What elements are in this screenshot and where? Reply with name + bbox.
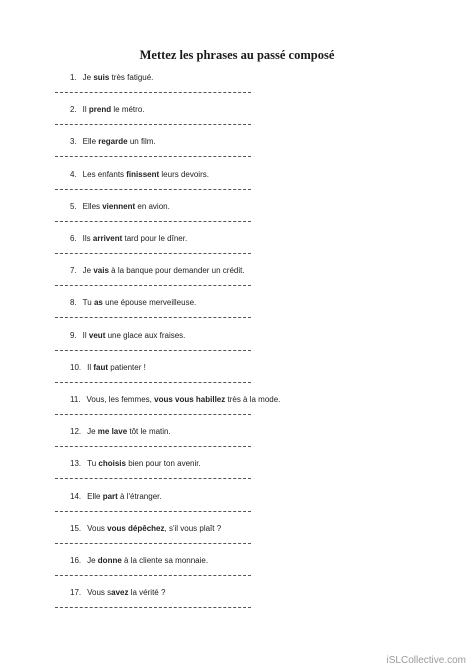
sentence-end: leurs devoirs. [159, 169, 209, 179]
exercise-number: 11. [70, 395, 81, 404]
exercise-sentence [70, 170, 209, 180]
exercise-sentence [70, 298, 196, 308]
sentence-start: Elles [82, 201, 103, 211]
exercise-item [0, 331, 474, 361]
sentence-start: Il [87, 362, 94, 372]
exercise-sentence [70, 363, 146, 373]
sentence-start: Ils [82, 234, 93, 243]
exercise-item [0, 105, 474, 135]
sentence-start: Tu [82, 298, 94, 308]
sentence-start: Je [82, 73, 94, 82]
sentence-start: Vous [87, 523, 108, 533]
exercise-sentence [70, 524, 221, 534]
verb-to-conjugate: part [102, 491, 118, 501]
verb-to-conjugate: donne [97, 556, 122, 565]
verb-to-conjugate: finissent [126, 169, 160, 179]
exercise-item [0, 588, 474, 618]
sentence-end: , s'il vous plaît ? [164, 523, 222, 533]
exercise-item [0, 459, 474, 489]
answer-line[interactable] [55, 189, 251, 190]
watermark: iSLCollective.com [386, 655, 466, 666]
exercise-item [0, 556, 474, 586]
answer-line[interactable] [55, 253, 251, 254]
answer-line[interactable] [55, 414, 251, 415]
exercise-number: 7. [70, 266, 77, 276]
verb-to-conjugate: me lave [97, 427, 128, 437]
answer-line[interactable] [55, 92, 251, 93]
exercise-number: 13. [70, 459, 82, 469]
sentence-end: un film. [127, 137, 156, 147]
exercise-sentence [70, 588, 165, 598]
exercise-sentence [70, 73, 153, 83]
answer-line[interactable] [55, 607, 251, 608]
exercise-sentence [70, 137, 156, 147]
sentence-start: Je [87, 556, 98, 565]
sentence-end: une glace aux fraises. [105, 330, 186, 340]
answer-line[interactable] [55, 156, 251, 157]
exercise-sentence [70, 492, 162, 502]
exercise-number: 17. [70, 588, 82, 598]
answer-line[interactable] [55, 575, 251, 576]
exercise-sentence [70, 556, 208, 566]
exercise-number: 8. [70, 298, 77, 308]
verb-to-conjugate: suis [93, 73, 110, 82]
exercise-number: 5. [70, 201, 77, 211]
exercise-sentence [70, 234, 187, 244]
exercise-sentence [70, 427, 171, 437]
exercise-number: 16. [70, 556, 82, 565]
exercise-number: 9. [70, 330, 77, 340]
exercise-item [0, 73, 474, 103]
sentence-start: Elle [82, 137, 99, 147]
exercise-number: 4. [70, 169, 77, 179]
exercise-number: 2. [70, 105, 77, 115]
exercise-sentence [70, 395, 280, 405]
answer-line[interactable] [55, 317, 251, 318]
exercise-item [0, 492, 474, 522]
verb-to-conjugate: choisis [98, 459, 126, 469]
sentence-end: à la cliente sa monnaie. [121, 556, 209, 565]
verb-to-conjugate: arrivent [92, 234, 123, 243]
sentence-end: la vérité ? [128, 588, 166, 598]
exercise-item [0, 298, 474, 328]
sentence-start: Vous, les femmes, [86, 395, 155, 404]
exercise-item [0, 137, 474, 167]
sentence-end: le métro. [111, 105, 145, 115]
verb-to-conjugate: regarde [98, 137, 128, 147]
sentence-start: Les enfants [82, 169, 127, 179]
verb-to-conjugate: as [93, 298, 103, 308]
sentence-end: en avion. [135, 201, 170, 211]
exercise-number: 12. [70, 427, 82, 437]
exercise-item [0, 427, 474, 457]
verb-to-conjugate: viennent [102, 201, 136, 211]
answer-line[interactable] [55, 511, 251, 512]
exercise-item [0, 524, 474, 554]
sentence-start: Vous s [87, 588, 112, 598]
answer-line[interactable] [55, 350, 251, 351]
sentence-end: une épouse merveilleuse. [102, 298, 197, 308]
exercise-item [0, 202, 474, 232]
exercise-number: 14. [70, 491, 82, 501]
sentence-end: très fatigué. [109, 73, 154, 82]
verb-to-conjugate: faut [93, 362, 109, 372]
verb-to-conjugate: vous dépêchez [107, 523, 165, 533]
exercise-sentence [70, 202, 170, 212]
sentence-start: Il [82, 330, 89, 340]
sentence-start: Elle [87, 491, 103, 501]
exercise-number: 10. [70, 362, 82, 372]
exercise-sentence [70, 459, 201, 469]
exercise-sentence [70, 331, 185, 341]
sentence-end: tard pour le dîner. [122, 234, 188, 243]
verb-to-conjugate: veut [88, 330, 106, 340]
exercise-item [0, 170, 474, 200]
verb-to-conjugate: prend [88, 105, 112, 115]
answer-line[interactable] [55, 478, 251, 479]
sentence-start: Je [87, 427, 98, 437]
sentence-end: bien pour ton avenir. [125, 459, 201, 469]
exercise-number: 15. [70, 523, 82, 533]
answer-line[interactable] [55, 285, 251, 286]
sentence-end: tôt le matin. [127, 427, 171, 437]
exercise-sentence [70, 105, 144, 115]
exercise-number: 6. [70, 234, 77, 243]
exercise-sentence [70, 266, 245, 276]
exercise-number: 1. [70, 73, 77, 82]
verb-to-conjugate: vous vous habillez [154, 395, 226, 404]
sentence-end: à la banque pour demander un crédit. [108, 266, 245, 276]
exercise-number: 3. [70, 137, 77, 147]
verb-to-conjugate: avez [111, 588, 129, 598]
answer-line[interactable] [55, 382, 251, 383]
answer-line[interactable] [55, 543, 251, 544]
exercise-item [0, 363, 474, 393]
sentence-end: très à la mode. [225, 395, 281, 404]
sentence-end: patienter ! [108, 362, 146, 372]
answer-line[interactable] [55, 124, 251, 125]
page-title: Mettez les phrases au passé composé [139, 48, 335, 62]
sentence-start: Je [82, 266, 94, 276]
exercise-item [0, 395, 474, 425]
sentence-start: Tu [87, 459, 99, 469]
exercise-item [0, 234, 474, 264]
answer-line[interactable] [55, 446, 251, 447]
sentence-start: Il [82, 105, 89, 115]
verb-to-conjugate: vais [93, 266, 109, 276]
exercise-item [0, 266, 474, 296]
sentence-end: à l'étranger. [117, 491, 162, 501]
answer-line[interactable] [55, 221, 251, 222]
